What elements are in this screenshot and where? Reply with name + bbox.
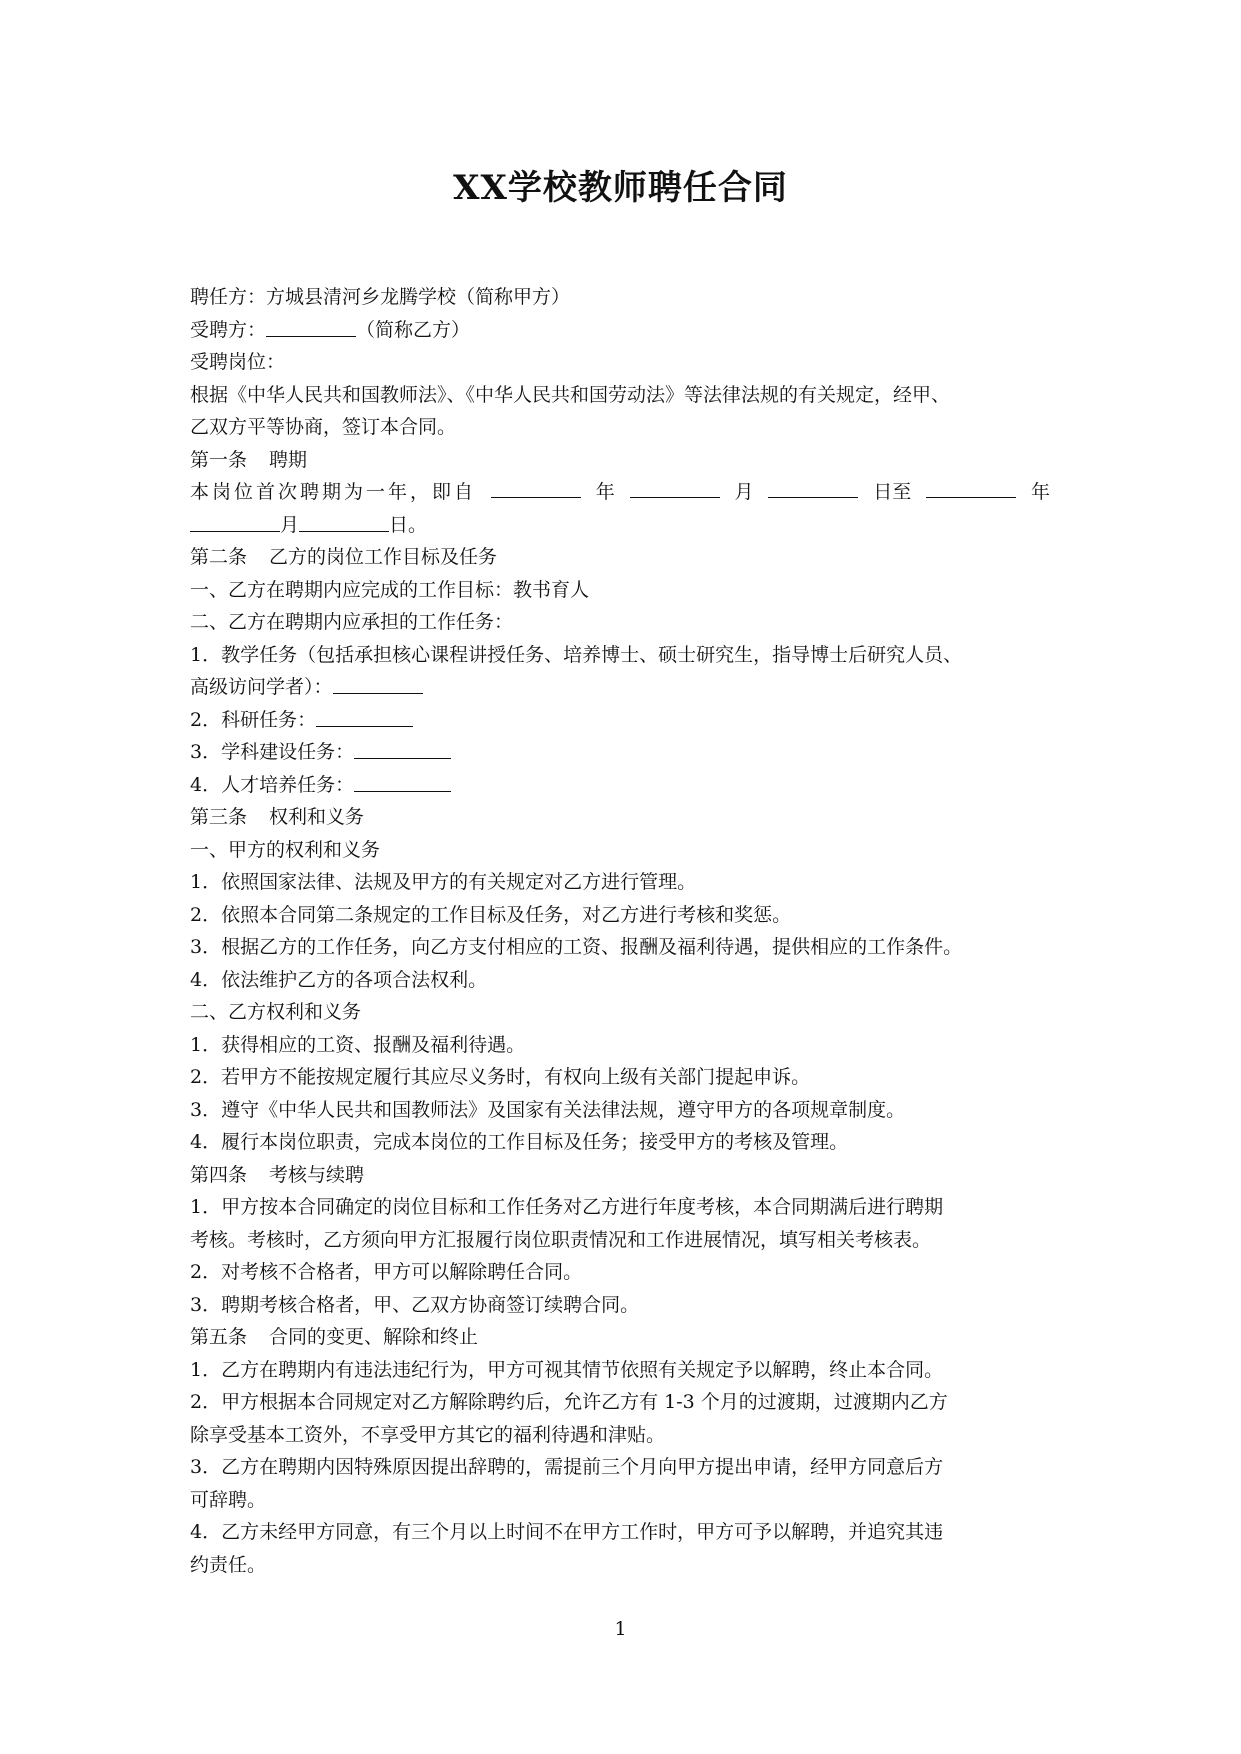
teaching-task-blank[interactable] bbox=[333, 672, 423, 694]
article-1-heading bbox=[190, 444, 1050, 477]
employer-line: 聘任方：方城县清河乡龙腾学校（简称甲方） bbox=[190, 286, 571, 308]
list-item: 1．获得相应的工资、报酬及福利待遇。 bbox=[190, 1033, 526, 1056]
article-title: 乙方的岗位工作目标及任务 bbox=[269, 546, 498, 568]
article-3-heading bbox=[190, 801, 1050, 834]
task-1-line-1: 1．教学任务（包括承担核心课程讲授任务、培养博士、硕士研究生，指导博士后研究人员、 bbox=[190, 643, 963, 666]
article-title: 合同的变更、解除和终止 bbox=[269, 1326, 479, 1348]
start-year-blank[interactable] bbox=[491, 476, 581, 498]
article-title: 聘期 bbox=[269, 448, 308, 471]
start-day-blank[interactable] bbox=[768, 476, 858, 498]
list-item: 1．乙方在聘期内有违法违纪行为，甲方可视其情节依照有关规定予以解聘，终止本合同。 bbox=[190, 1358, 944, 1381]
article-2-heading bbox=[190, 541, 1050, 574]
article-title: 权利和义务 bbox=[269, 806, 365, 828]
list-item: 约责任。 bbox=[190, 1553, 267, 1576]
party-b-rights-heading: 二、乙方权利和义务 bbox=[190, 1001, 362, 1023]
list-item: 1．甲方按本合同确定的岗位目标和工作任务对乙方进行年度考核，本合同期满后进行聘期 bbox=[190, 1196, 944, 1218]
work-tasks-heading: 二、乙方在聘期内应承担的工作任务： bbox=[190, 611, 514, 633]
talent-task-blank[interactable] bbox=[354, 770, 451, 792]
list-item: 2．甲方根据本合同规定对乙方解除聘约后，允许乙方有 1-3 个月的过渡期，过渡期内乙方 bbox=[190, 1391, 948, 1413]
research-task-blank[interactable] bbox=[316, 705, 413, 727]
article-number: 第二条 bbox=[190, 546, 248, 568]
discipline-task-blank[interactable] bbox=[354, 737, 451, 759]
list-item: 除享受基本工资外，不享受甲方其它的福利待遇和津贴。 bbox=[190, 1423, 666, 1446]
list-item: 3．根据乙方的工作任务，向乙方支付相应的工资、报酬及福利待遇，提供相应的工作条件。 bbox=[190, 936, 963, 958]
term-month2-label: 月 bbox=[280, 513, 300, 536]
end-day-blank[interactable] bbox=[299, 510, 389, 532]
end-year-blank[interactable] bbox=[926, 476, 1016, 498]
term-day-end-label: 日。 bbox=[389, 513, 428, 536]
term-day-to-label: 日至 bbox=[873, 481, 912, 503]
list-item: 4．乙方未经甲方同意，有三个月以上时间不在甲方工作时，甲方可予以解聘，并追究其违 bbox=[190, 1521, 944, 1543]
article-number: 第三条 bbox=[190, 806, 248, 828]
task-1-label: 高级访问学者）： bbox=[190, 676, 333, 698]
preamble-line-1: 根据《中华人民共和国教师法》、《中华人民共和国劳动法》等法律法规的有关规定，经甲、 bbox=[190, 383, 951, 406]
list-item: 1．依照国家法律、法规及甲方的有关规定对乙方进行管理。 bbox=[190, 871, 697, 893]
list-item: 可辞聘。 bbox=[190, 1488, 267, 1511]
term-line-1 bbox=[190, 476, 1050, 509]
task-4-label: 4．人才培养任务： bbox=[190, 773, 355, 796]
end-month-blank[interactable] bbox=[190, 510, 280, 532]
term-line-2 bbox=[190, 509, 1050, 542]
document-title: XX学校教师聘任合同 bbox=[453, 168, 788, 208]
employee-suffix: （简称乙方） bbox=[356, 318, 471, 341]
position-line: 受聘岗位： bbox=[190, 351, 286, 373]
preamble-line-2: 乙双方平等协商，签订本合同。 bbox=[190, 416, 457, 438]
page-number: 1 bbox=[614, 1618, 627, 1640]
term-month-label: 月 bbox=[734, 481, 754, 503]
list-item: 4．履行本岗位职责，完成本岗位的工作目标及任务；接受甲方的考核及管理。 bbox=[190, 1131, 849, 1153]
start-month-blank[interactable] bbox=[630, 476, 720, 498]
list-item: 2．依照本合同第二条规定的工作目标及任务，对乙方进行考核和奖惩。 bbox=[190, 903, 792, 926]
list-item: 3．聘期考核合格者，甲、乙双方协商签订续聘合同。 bbox=[190, 1293, 640, 1316]
task-2-line bbox=[190, 704, 1050, 737]
task-2-label: 2．科研任务： bbox=[190, 708, 317, 731]
article-number: 第四条 bbox=[190, 1163, 248, 1186]
article-title: 考核与续聘 bbox=[269, 1163, 365, 1186]
employee-line bbox=[190, 314, 1050, 347]
term-year2-label: 年 bbox=[1030, 481, 1050, 503]
list-item: 3．乙方在聘期内因特殊原因提出辞聘的，需提前三个月向甲方提出申请，经甲方同意后方 bbox=[190, 1456, 944, 1478]
term-year-label: 年 bbox=[595, 481, 615, 503]
work-goal-line: 一、乙方在聘期内应完成的工作目标：教书育人 bbox=[190, 578, 590, 601]
article-number: 第五条 bbox=[190, 1326, 248, 1348]
list-item: 4．依法维护乙方的各项合法权利。 bbox=[190, 968, 488, 991]
employee-label: 受聘方： bbox=[190, 318, 267, 341]
task-1-line-2 bbox=[190, 671, 1050, 704]
party-a-rights-heading: 一、甲方的权利和义务 bbox=[190, 838, 381, 861]
task-3-line bbox=[190, 736, 1050, 769]
article-5-heading bbox=[190, 1321, 1050, 1354]
article-4-heading bbox=[190, 1159, 1050, 1192]
article-number: 第一条 bbox=[190, 448, 248, 471]
list-item: 考核。考核时，乙方须向甲方汇报履行岗位职责情况和工作进展情况，填写相关考核表。 bbox=[190, 1228, 932, 1251]
task-3-label: 3．学科建设任务： bbox=[190, 741, 355, 763]
list-item: 2．若甲方不能按规定履行其应尽义务时，有权向上级有关部门提起申诉。 bbox=[190, 1066, 811, 1088]
term-prefix: 本岗位首次聘期为一年，即自 bbox=[190, 481, 477, 503]
list-item: 2．对考核不合格者，甲方可以解除聘任合同。 bbox=[190, 1261, 583, 1283]
list-item: 3．遵守《中华人民共和国教师法》及国家有关法律法规，遵守甲方的各项规章制度。 bbox=[190, 1098, 906, 1121]
task-4-line bbox=[190, 769, 1050, 802]
contract-body bbox=[190, 281, 1050, 1581]
employee-name-blank[interactable] bbox=[266, 315, 356, 337]
